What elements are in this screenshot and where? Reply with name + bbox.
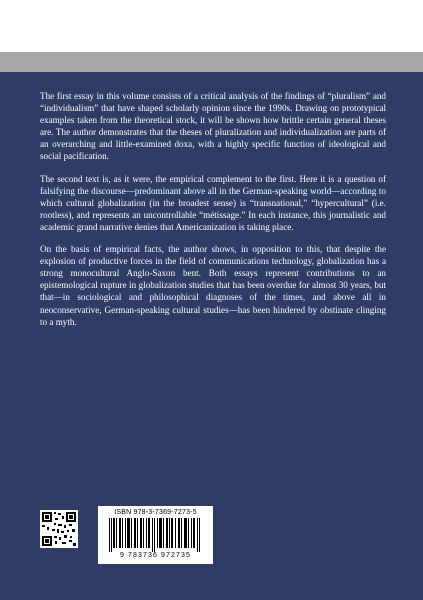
isbn-label: ISBN 978-3-7369-7273-5 — [114, 509, 197, 516]
blurb-paragraph-1: The first essay in this volume consists of a critical analysis of the findings of “pluralism” and “individualism” that have shaped scholarly opinion since the 1990s. Drawing on prototypical examples taken from the theoretical stock, it will be shown how brittle certain general theses are. The author demonstrates that the theses of pluralization and individualization are parts of an overarching and little-examined doxa, with a highly specific function of ideological and social pacification. — [40, 91, 386, 162]
barcode-bars — [103, 518, 208, 552]
blurb — [40, 90, 386, 338]
blurb-paragraph-3: On the basis of empirical facts, the author shows, in opposition to this, that despite the explosion of productive forces in the field of communications technology, globalization has a strong monocultural Anglo-Saxon bent. Both essays represent contributions to an epistemological rupture in globalization studies that has been overdue for almost 30 years, but that—in sociological and philosophical diagnoses of the times, and above all in neoconservative, German-speaking cultural studies—has been hindered by obstinate clinging to a myth. — [40, 244, 386, 327]
qr-code — [40, 510, 78, 548]
isbn-barcode — [98, 506, 213, 564]
barcode-digits: 9 783736 972735 — [120, 552, 191, 559]
blurb-paragraph-2: The second text is, as it were, the empirical complement to the first. Here it is a question of falsifying the discourse—predominant above all in the German-speaking world—according to which cultural globalization (in the broadest sense) is “transnational,” “hypercultural” (i.e. rootless), and represents an uncontrollable “métissage.” In each instance, this journalistic and academic grand narrative denies that Americanization is taking place. — [40, 173, 386, 232]
gray-band — [0, 52, 423, 72]
top-margin — [0, 0, 423, 52]
